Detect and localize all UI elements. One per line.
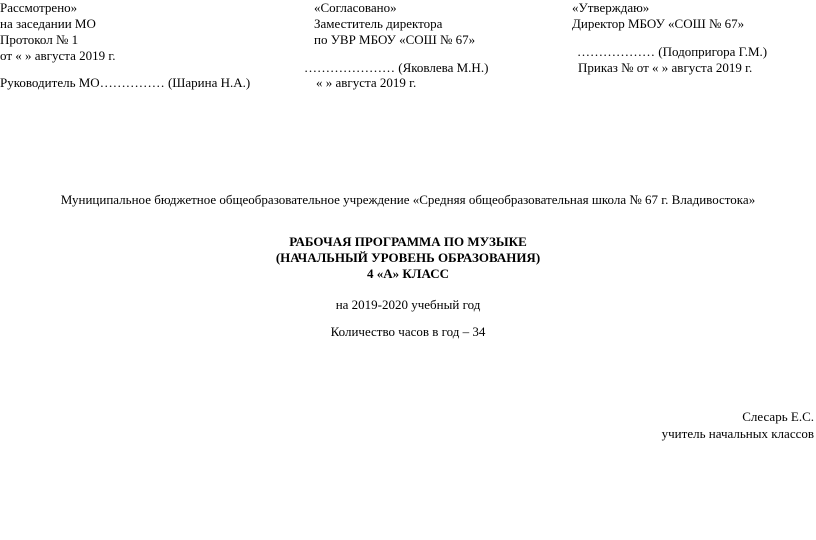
hours-per-year: Количество часов в год – 34 [330, 324, 486, 339]
considered-heading: Рассмотрено» [0, 0, 78, 15]
agreed-position: Заместитель директора [314, 16, 443, 31]
approved-position: Директор МБОУ «СОШ № 67» [572, 16, 745, 31]
agreed-department: по УВР МБОУ «СОШ № 67» [314, 32, 476, 47]
academic-year: на 2019-2020 учебный год [335, 297, 481, 312]
approved-signature: ……………… (Подопригора Г.М.) [577, 44, 768, 59]
considered-head-signature: Руководитель МО…………… (Шарина Н.А.) [0, 75, 251, 90]
author-name: Слесарь Е.С. [742, 409, 814, 424]
program-title-line1: РАБОЧАЯ ПРОГРАММА ПО МУЗЫКЕ [289, 234, 527, 249]
program-title-line3: 4 «А» КЛАСС [366, 266, 450, 281]
approved-heading: «Утверждаю» [572, 0, 650, 15]
agreed-heading: «Согласовано» [314, 0, 397, 15]
program-title-line2: (НАЧАЛЬНЫЙ УРОВЕНЬ ОБРАЗОВАНИЯ) [275, 250, 541, 265]
author-position: учитель начальных классов [661, 426, 814, 441]
institution-name: Муниципальное бюджетное общеобразовательное учреждение «Средняя общеобразовательная школа № 67 г. Владивостока» [60, 192, 756, 207]
agreed-date: « » августа 2019 г. [316, 75, 417, 90]
considered-protocol: Протокол № 1 [0, 32, 79, 47]
approved-order: Приказ № от « » августа 2019 г. [578, 60, 753, 75]
considered-date: от « » августа 2019 г. [0, 48, 116, 63]
agreed-signature: ………………… (Яковлева М.Н.) [304, 60, 489, 75]
considered-meeting: на заседании МО [0, 16, 96, 31]
